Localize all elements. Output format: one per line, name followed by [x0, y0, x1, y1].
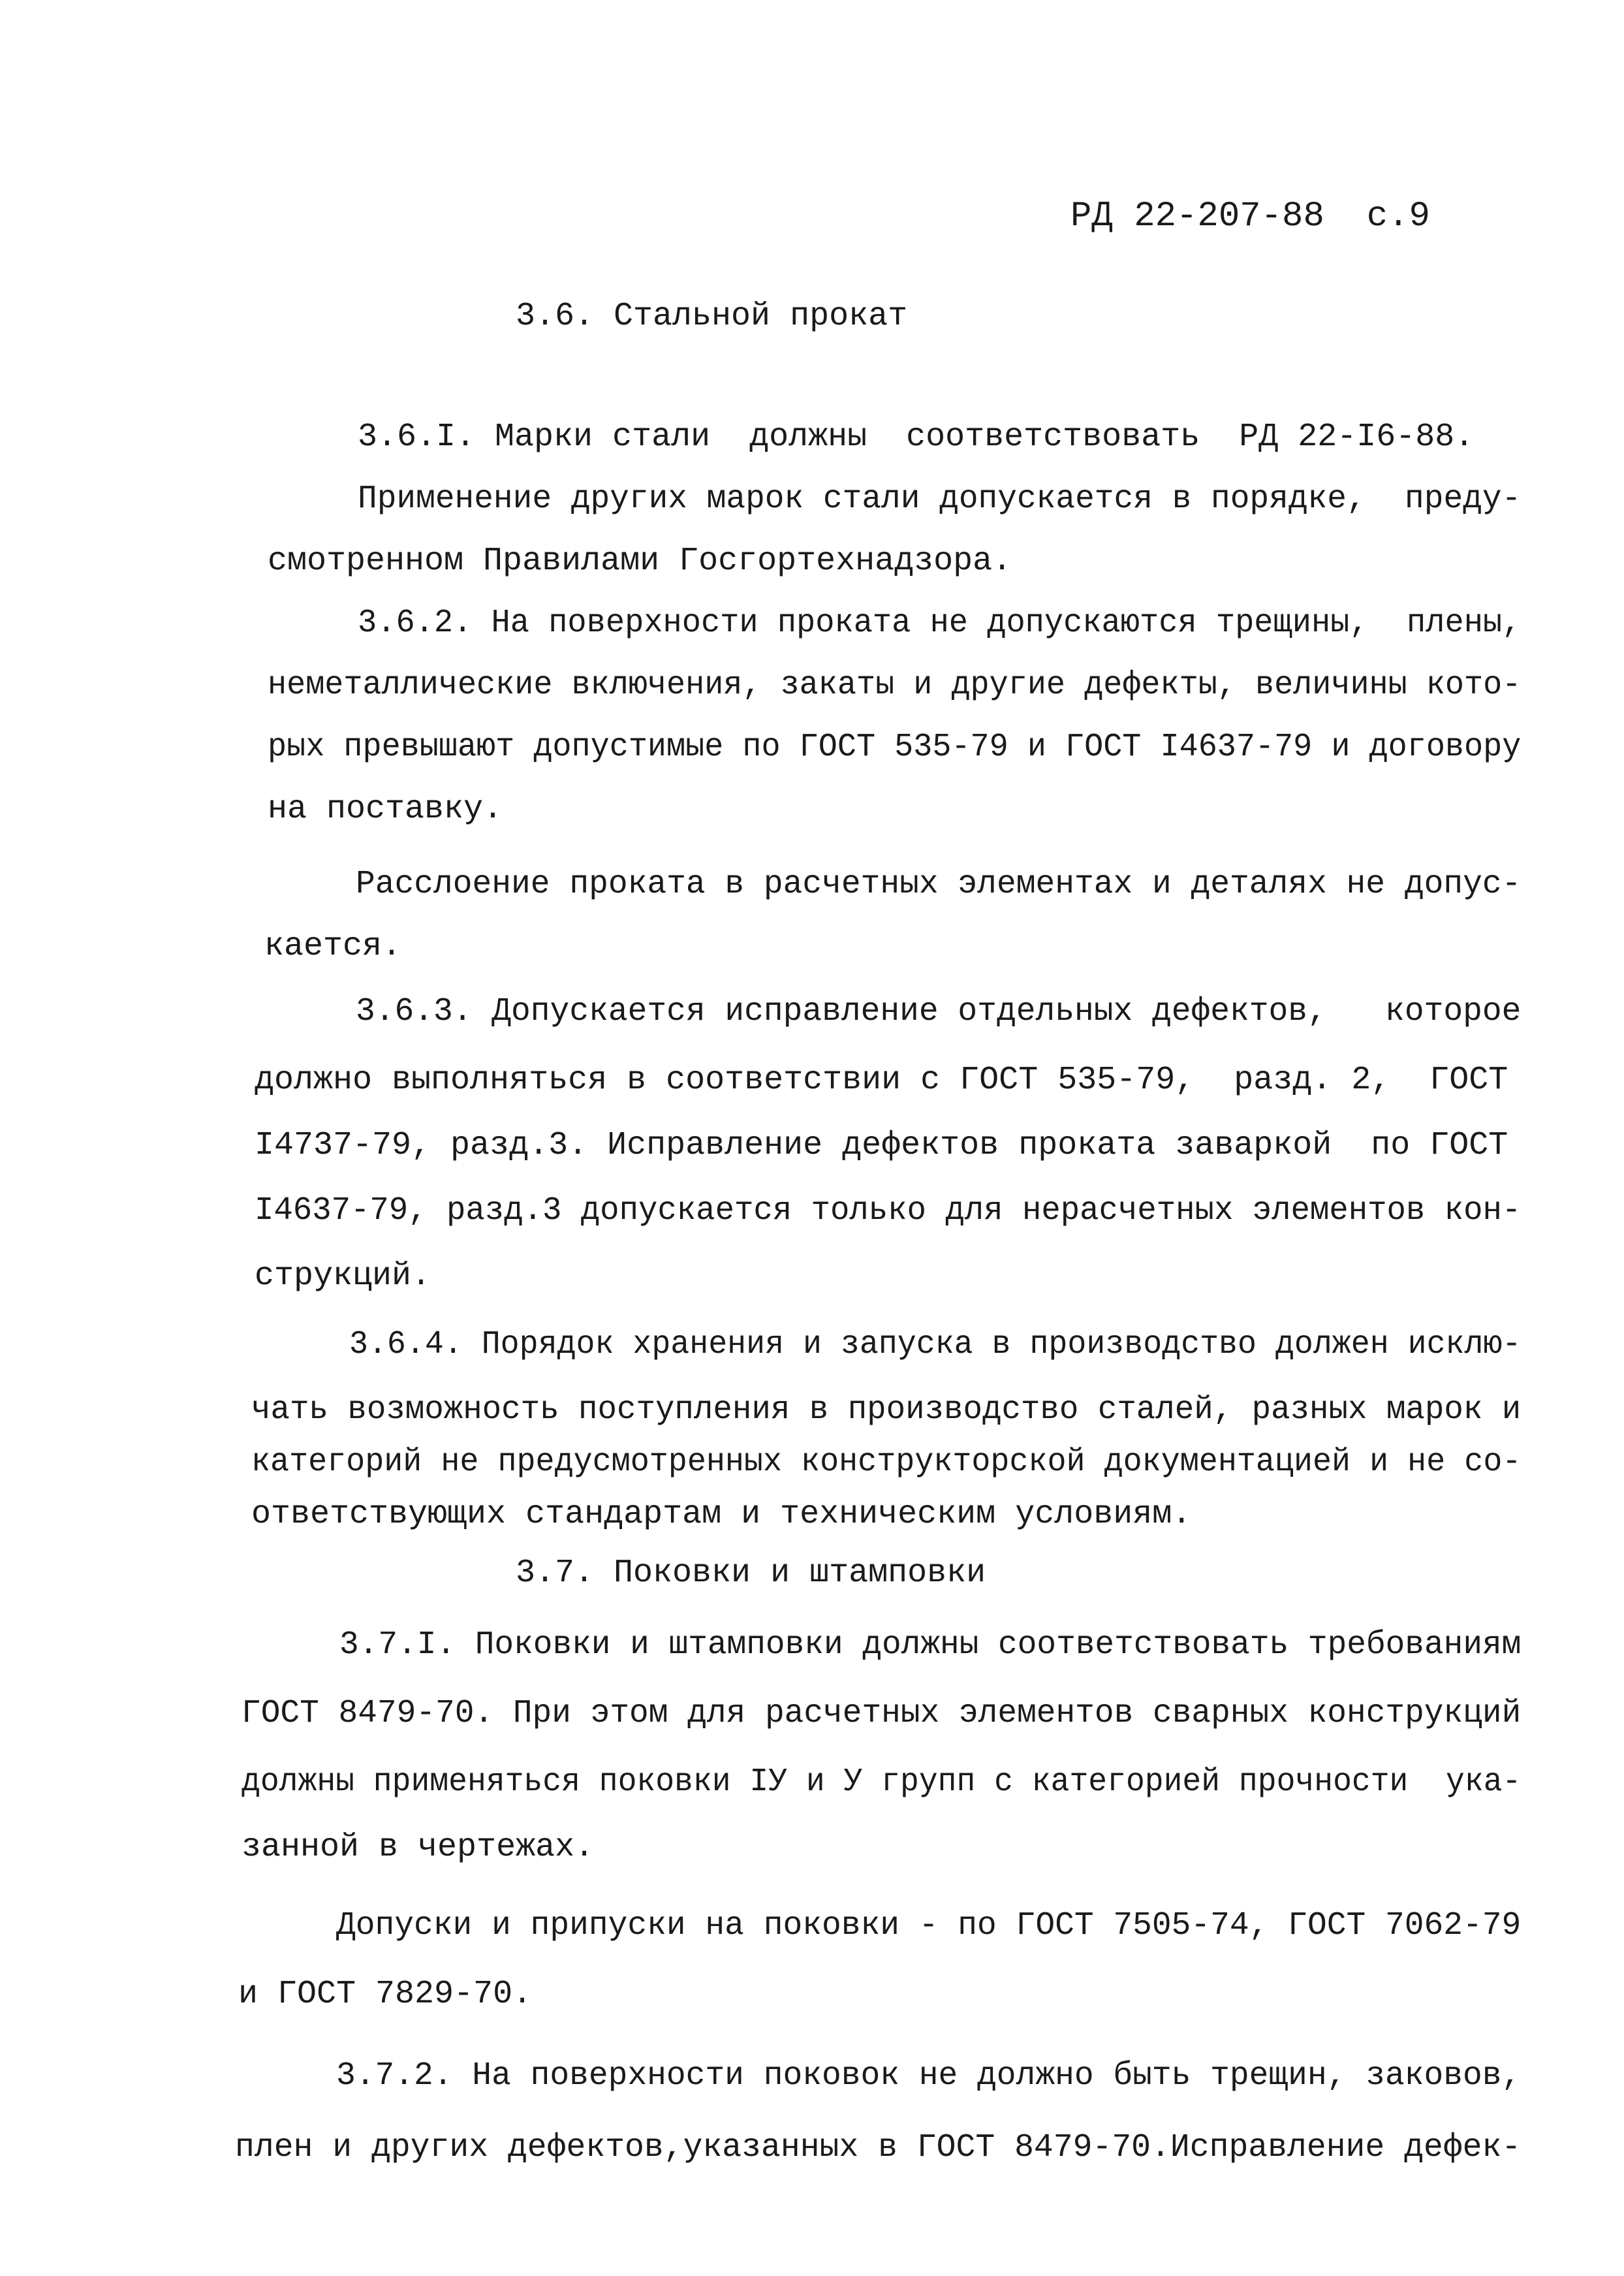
paragraph-line: неметаллические включения, закаты и другие дефекты, величины кото-: [268, 667, 1522, 704]
paragraph-line: и ГОСТ 7829-70.: [238, 1976, 533, 2013]
paragraph-line: I4637-79, разд.3 допускается только для нерасчетных элементов кон-: [255, 1192, 1522, 1229]
paragraph-line: ГОСТ 8479-70. При этом для расчетных элементов сварных конструкций: [242, 1695, 1522, 1732]
section-title-3-7: 3.7. Поковки и штамповки: [516, 1555, 986, 1592]
section-title-3-6: 3.6. Стальной прокат: [516, 298, 908, 335]
paragraph-line: рых превышают допустимые по ГОСТ 535-79 и ГОСТ I4637-79 и договору: [268, 729, 1522, 766]
paragraph-line: должно выполняться в соответствии с ГОСТ 535-79, разд. 2, ГОСТ: [255, 1062, 1508, 1099]
paragraph-line: на поставку.: [268, 791, 503, 828]
paragraph-line: чать возможность поступления в производство сталей, разных марок и: [251, 1391, 1522, 1429]
paragraph-line: 3.6.3. Допускается исправление отдельных дефектов, которое: [356, 993, 1522, 1030]
page-header: [1070, 196, 1430, 238]
paragraph-line: Расслоение проката в расчетных элементах и деталях не допус-: [356, 866, 1522, 903]
paragraph-line: категорий не предусмотренных конструкторской документацией и не со-: [251, 1444, 1522, 1481]
paragraph-line: занной в чертежах.: [242, 1829, 595, 1866]
page-number: с.9: [1366, 197, 1430, 236]
paragraph-line: 3.7.I. Поковки и штамповки должны соответствовать требованиям: [339, 1626, 1522, 1664]
paragraph-line: ответствующих стандартам и техническим условиям.: [251, 1496, 1192, 1533]
doc-reference: РД 22-207-88: [1070, 197, 1324, 236]
paragraph-line: Допуски и припуски на поковки - по ГОСТ 7505-74, ГОСТ 7062-79: [336, 1907, 1522, 1944]
paragraph-line: кается.: [264, 928, 402, 965]
paragraph-line: 3.6.4. Порядок хранения и запуска в производство должен исклю-: [349, 1326, 1522, 1363]
paragraph-line: Применение других марок стали допускается в порядке, преду-: [358, 481, 1522, 518]
paragraph-line: I4737-79, разд.3. Исправление дефектов проката заваркой по ГОСТ: [255, 1127, 1508, 1164]
paragraph-line: 3.6.I. Марки стали должны соответствовать РД 22-I6-88.: [358, 419, 1475, 456]
paragraph-line: должны применяться поковки IУ и У групп с категорией прочности ука-: [242, 1763, 1522, 1801]
paragraph-line: 3.7.2. На поверхности поковок не должно быть трещин, заковов,: [336, 2057, 1522, 2094]
paragraph-line: плен и других дефектов,указанных в ГОСТ 8479-70.Исправление дефек-: [235, 2129, 1522, 2166]
paragraph-line: смотренном Правилами Госгортехнадзора.: [268, 543, 1012, 580]
paragraph-line: струкций.: [255, 1257, 431, 1295]
paragraph-line: 3.6.2. На поверхности проката не допускаются трещины, плены,: [358, 605, 1522, 642]
